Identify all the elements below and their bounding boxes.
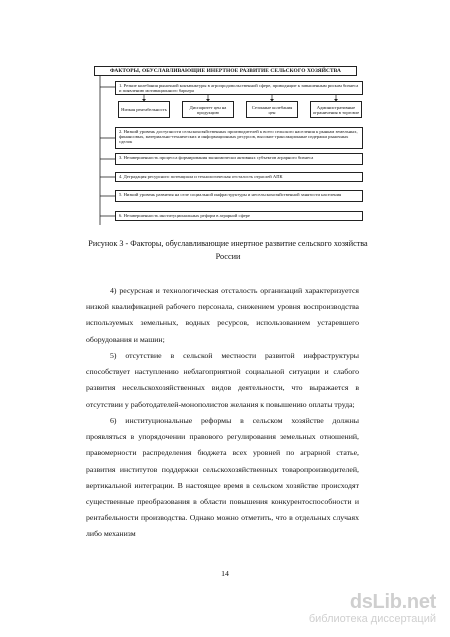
factor-1-box: 1. Резкие колебания рыночной конъюнктуры в агропродовольственной сфере, приводящие к завышенным рискам бизнеса и появлению мотивационного барьера bbox=[115, 81, 363, 95]
watermark-logo: dsLib.net bbox=[349, 591, 436, 613]
subfactor-2-box bbox=[182, 101, 234, 118]
subfactor-1-label: Низкая рентабельность bbox=[121, 107, 167, 112]
caption-line-1: Рисунок 3 - Факторы, обуславливающие инертное развитие сельского хозяйства bbox=[88, 239, 368, 248]
factor-4-box: 4. Деградация ресурсного потенциала и технологическая отсталость отраслей АПК bbox=[115, 172, 363, 182]
watermark-subtitle: библиотека диссертаций bbox=[308, 613, 436, 625]
paragraph-6: 6) институциональные реформы в сельском хозяйстве должны проявляться в упорядочении правового регулирования земельных отношений, правомерности распределения бюджета всех уровней по аграрной статье, развития институтов поддержки сельскохозяйственных товаропроизводителей, вертикальной интеграции. В настоящее время в сельском хозяйстве происходят существенные преобразования в области повышения конкурентоспособности и рентабельности производства. Однако можно отметить, что в отдельных случаях либо механизм bbox=[86, 416, 359, 539]
paragraph-4: 4) ресурсная и технологическая отсталость организаций характеризуется низкой квалификацией рабочего персонала, снижением уровня воспроизводства используемых земельных, водных ресурсов, использованием устаревшего оборудования и машин; bbox=[86, 286, 359, 344]
factor-5-box: 5. Низкий уровень развития на селе социальной инфраструктуры и несельскохозяйственной занятости населения bbox=[115, 190, 363, 202]
subfactor-1-box bbox=[118, 101, 170, 118]
subfactor-3-label: Сезонные колебания цен bbox=[251, 104, 293, 115]
subfactor-4-box bbox=[310, 101, 362, 118]
subfactor-2-label: Диспаритет цен на продукцию bbox=[189, 104, 227, 115]
factors-diagram bbox=[88, 62, 364, 229]
caption-line-2: России bbox=[215, 252, 241, 261]
watermark bbox=[306, 591, 436, 627]
paragraph-5: 5) отсутствие в сельской местности развитой инфраструктуры способствует наступлению неблагоприятной социальной ситуации и слабого развития несельскохозяйственных видов деятельности, что выражается в отсутствии у работодателей-монополистов желания к повышению оплаты труда; bbox=[86, 351, 359, 409]
factor-2-box: 2. Низкий уровень доступности сельскохозяйственных производителей к всего сельского населения к рынкам земельных, финансовых, материально-технических и информационных ресурсов, высокие трансакционные издержки рыночных сделок bbox=[115, 127, 363, 149]
subfactor-3-box bbox=[246, 101, 298, 118]
page-number: 14 bbox=[221, 569, 229, 578]
factor-3-box: 3. Незавершенность процесса формирования экономически активных субъектов аграрного бизнеса bbox=[115, 153, 363, 165]
figure-caption bbox=[58, 237, 398, 263]
subfactor-4-label: Административные ограничения в торговле bbox=[312, 104, 360, 115]
diagram-title: ФАКТОРЫ, ОБУСЛАВЛИВАЮЩИЕ ИНЕРТНОЕ РАЗВИТИЕ СЕЛЬСКОГО ХОЗЯЙСТВА bbox=[94, 66, 357, 76]
factor-6-box: 6. Незавершенность институциональных реформ в аграрной сфере bbox=[115, 211, 363, 221]
